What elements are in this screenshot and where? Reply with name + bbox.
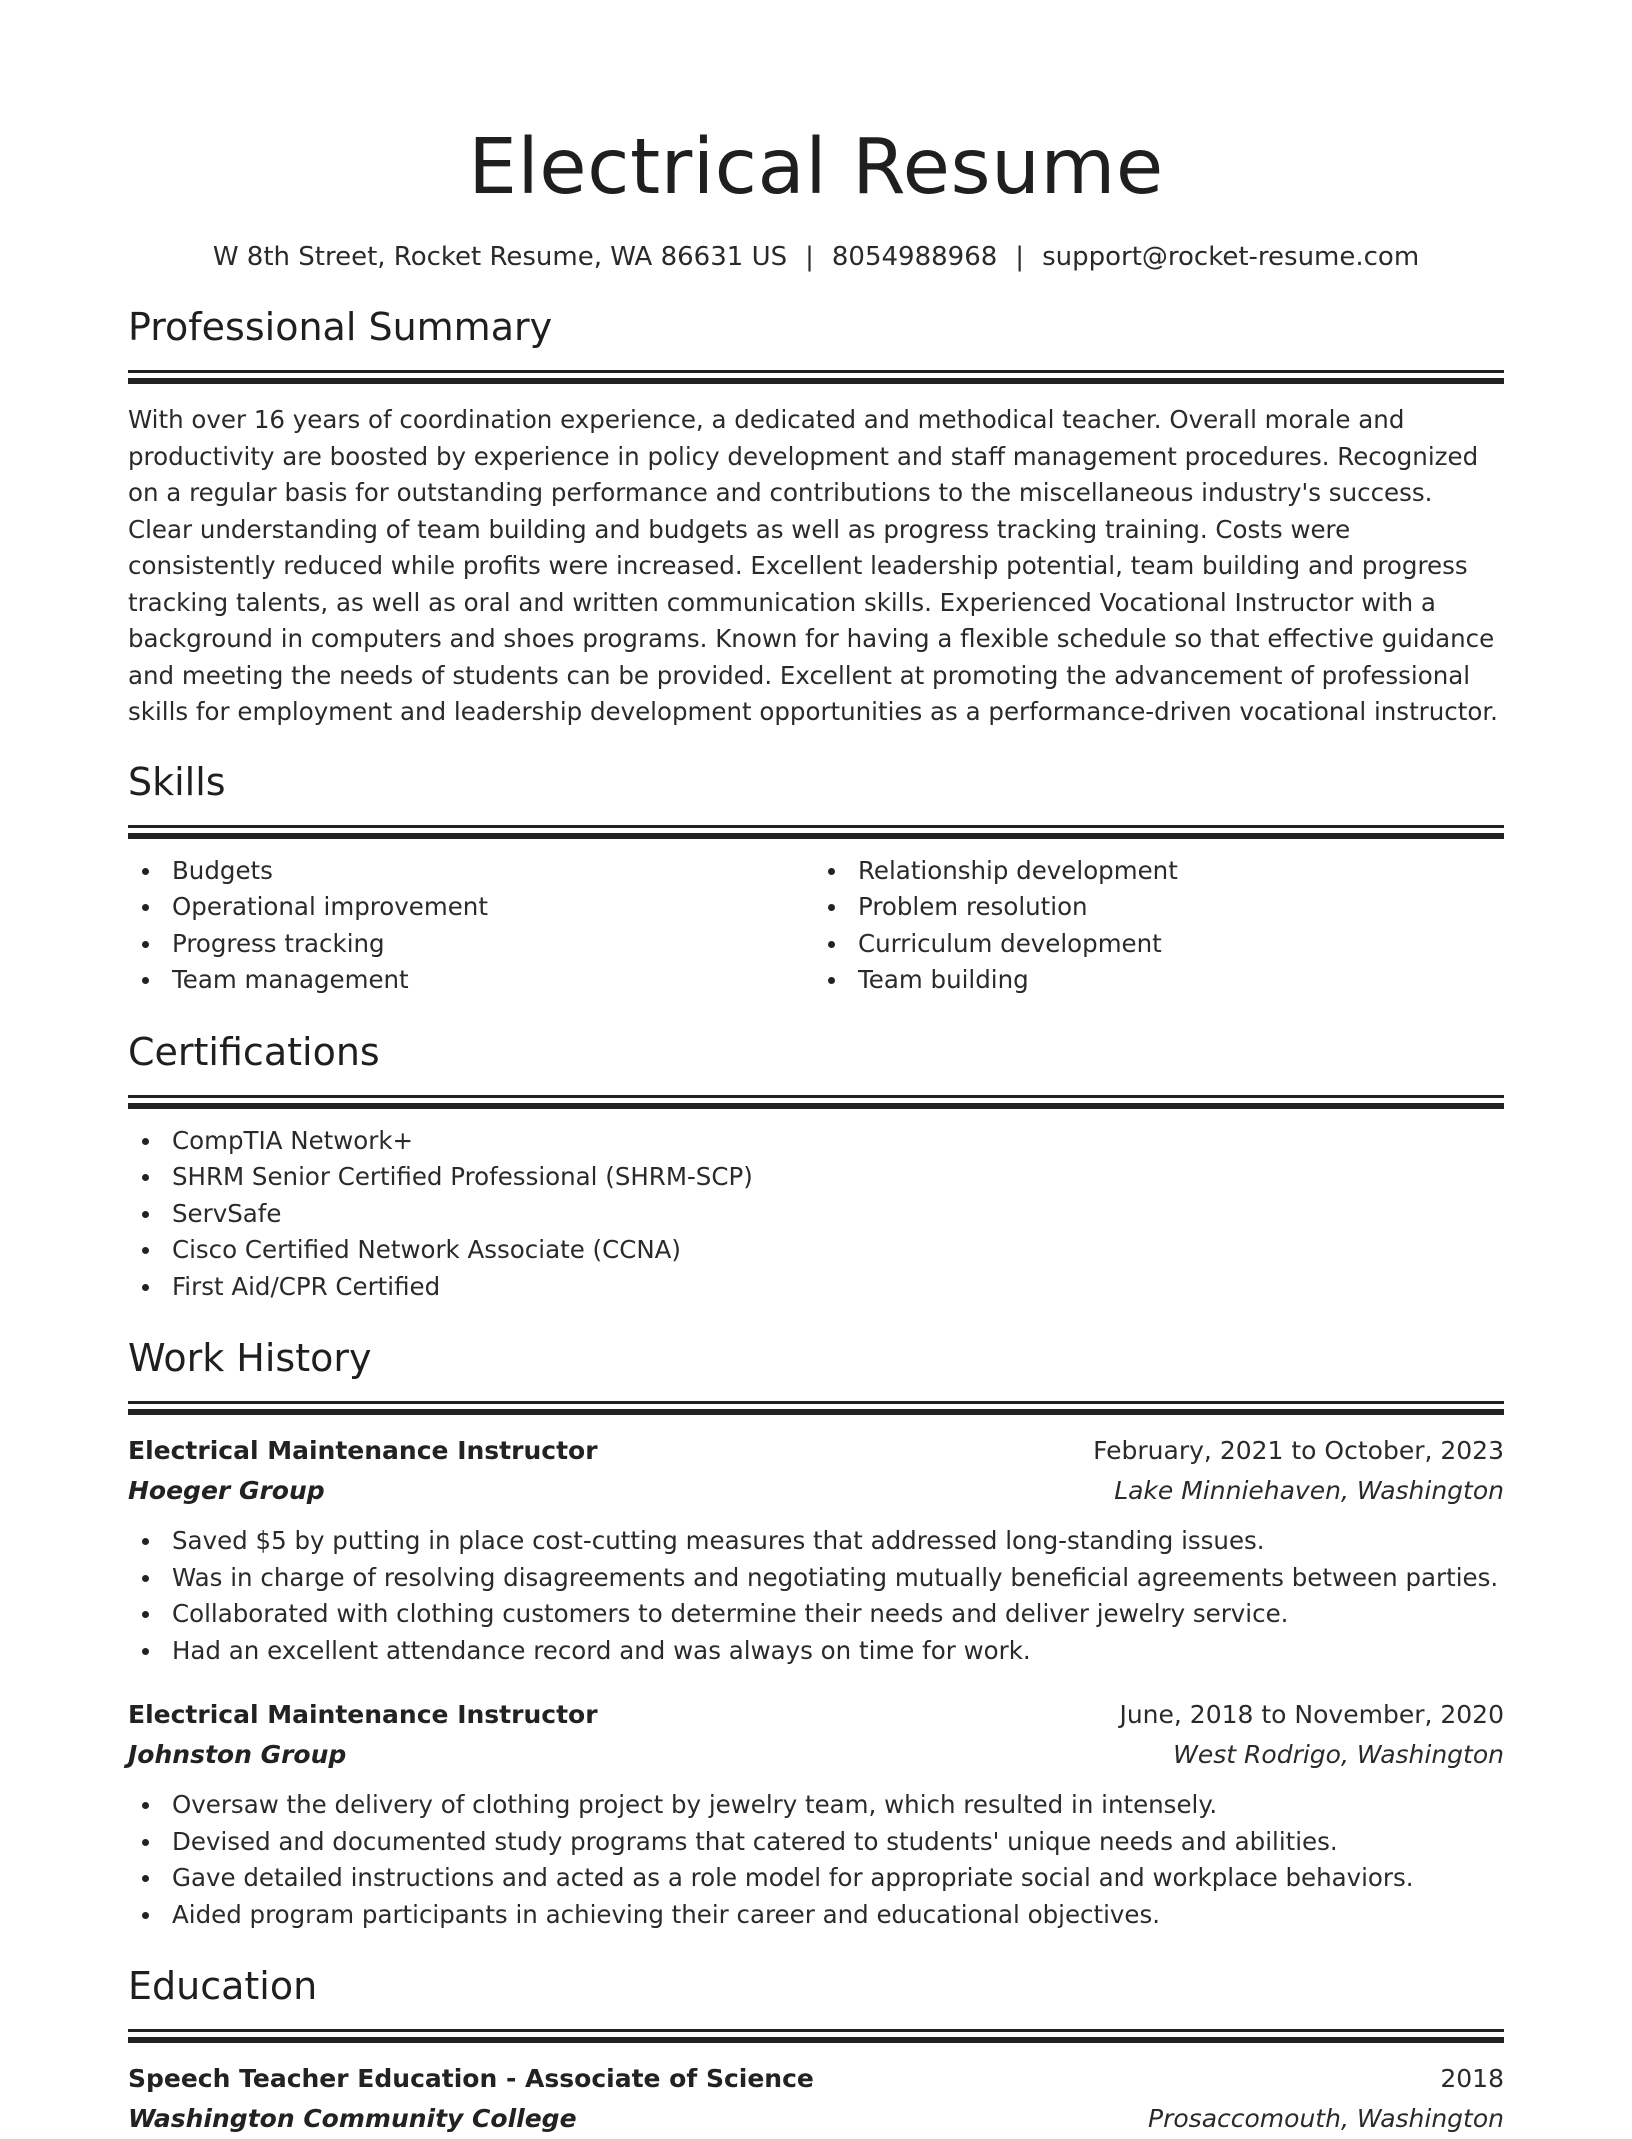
section-divider: [128, 825, 1504, 828]
education-year: 2018: [1440, 2064, 1504, 2093]
skill-item: Team building: [814, 962, 1502, 999]
summary-heading: Professional Summary: [128, 305, 553, 349]
job-company: Johnston Group: [128, 1740, 347, 1769]
skill-item: Relationship development: [814, 853, 1502, 890]
education-degree: Speech Teacher Education - Associate of Science: [128, 2064, 814, 2093]
contact-separator: |: [805, 242, 814, 272]
contact-line: [128, 242, 1504, 272]
job-subheader: [128, 1471, 1504, 1511]
job-bullet: Devised and documented study programs that catered to students' unique needs and abilities.: [128, 1824, 1504, 1861]
contact-email: support@rocket-resume.com: [1042, 242, 1420, 272]
section-divider: [128, 1401, 1504, 1404]
job-header: [128, 1695, 1504, 1735]
section-divider: [128, 1095, 1504, 1098]
education-heading: Education: [128, 1964, 318, 2008]
education-header: [128, 2059, 1504, 2099]
education-location: Prosaccomouth, Washington: [1148, 2104, 1504, 2133]
section-divider: [128, 370, 1504, 373]
certifications-list: [128, 1123, 1504, 1306]
job-bullet: Oversaw the delivery of clothing project by jewelry team, which resulted in intensely.: [128, 1787, 1504, 1824]
contact-separator: |: [1015, 242, 1025, 272]
resume-page: [128, 0, 1504, 2139]
job-bullet: Gave detailed instructions and acted as a role model for appropriate social and workplace behaviors.: [128, 1860, 1504, 1897]
section-divider: [128, 2029, 1504, 2032]
job-dates: June, 2018 to November, 2020: [1119, 1700, 1504, 1729]
contact-phone: 8054988968: [831, 242, 998, 272]
skills-grid: [128, 853, 1504, 999]
section-divider-thick: [128, 1103, 1504, 1109]
skill-item: Problem resolution: [814, 889, 1502, 926]
job-bullet: Collaborated with clothing customers to determine their needs and deliver jewelry service.: [128, 1596, 1504, 1633]
job-subheader: [128, 1735, 1504, 1775]
job-entry: [128, 1431, 1504, 1669]
job-location: West Rodrigo, Washington: [1173, 1740, 1504, 1769]
certification-item: CompTIA Network+: [128, 1123, 1504, 1160]
skill-item: Curriculum development: [814, 926, 1502, 963]
education-entry: [128, 2059, 1504, 2139]
certification-item: Cisco Certified Network Associate (CCNA): [128, 1232, 1504, 1269]
skill-item: Team management: [128, 962, 816, 999]
job-bullet: Was in charge of resolving disagreements and negotiating mutually beneficial agreements between parties.: [128, 1560, 1504, 1597]
job-bullet: Saved $5 by putting in place cost-cutting measures that addressed long-standing issues.: [128, 1523, 1504, 1560]
summary-text: With over 16 years of coordination experience, a dedicated and methodical teacher. Overall morale and productivity are boosted by experience in policy development and staff management procedures. Recognized on a regular basis for outstanding performance and contributions to the miscellaneous industry's success. Clear understanding of team building and budgets as well as progress tracking training. Costs were consistently reduced while profits were increased. Excellent leadership potential, team building and progress tracking talents, as well as oral and written communication skills. Experienced Vocational Instructor with a background in computers and shoes programs. Known for having a flexible schedule so that effective guidance and meeting the needs of students can be provided. Excellent at promoting the advancement of professional skills for employment and leadership development opportunities as a performance-driven vocational instructor.: [128, 405, 1498, 726]
section-divider-thick: [128, 378, 1504, 384]
certification-item: ServSafe: [128, 1196, 1504, 1233]
job-title: Electrical Maintenance Instructor: [128, 1436, 598, 1465]
skill-item: Budgets: [128, 853, 816, 890]
job-entry: [128, 1695, 1504, 1933]
section-divider-thick: [128, 833, 1504, 839]
job-company: Hoeger Group: [128, 1476, 325, 1505]
job-header: [128, 1431, 1504, 1471]
skills-section: [128, 759, 1504, 999]
contact-address: W 8th Street, Rocket Resume, WA 86631 US: [212, 242, 788, 272]
job-bullet: Aided program participants in achieving their career and educational objectives.: [128, 1897, 1504, 1934]
resume-title: Electrical Resume: [468, 123, 1164, 212]
certifications-section: [128, 1029, 1504, 1306]
summary-section: [128, 304, 1504, 731]
education-section: [128, 1963, 1504, 2139]
job-title: Electrical Maintenance Instructor: [128, 1700, 598, 1729]
skills-list-left: [128, 853, 816, 999]
education-school: Washington Community College: [128, 2104, 577, 2133]
job-location: Lake Minniehaven, Washington: [1114, 1476, 1504, 1505]
section-divider-thick: [128, 2037, 1504, 2043]
certifications-heading: Certifications: [128, 1029, 380, 1074]
work-history-heading: Work History: [128, 1336, 372, 1380]
job-dates: February, 2021 to October, 2023: [1093, 1436, 1504, 1465]
skills-heading: Skills: [128, 759, 226, 804]
job-bullets: [128, 1523, 1504, 1669]
work-history-section: [128, 1335, 1504, 1933]
section-divider-thick: [128, 1409, 1504, 1415]
education-subheader: [128, 2099, 1504, 2139]
certification-item: SHRM Senior Certified Professional (SHRM-SCP): [128, 1159, 1504, 1196]
skills-list-right: [814, 853, 1502, 999]
certification-item: First Aid/CPR Certified: [128, 1269, 1504, 1306]
job-bullet: Had an excellent attendance record and was always on time for work.: [128, 1633, 1504, 1670]
skill-item: Operational improvement: [128, 889, 816, 926]
skill-item: Progress tracking: [128, 926, 816, 963]
job-bullets: [128, 1787, 1504, 1933]
